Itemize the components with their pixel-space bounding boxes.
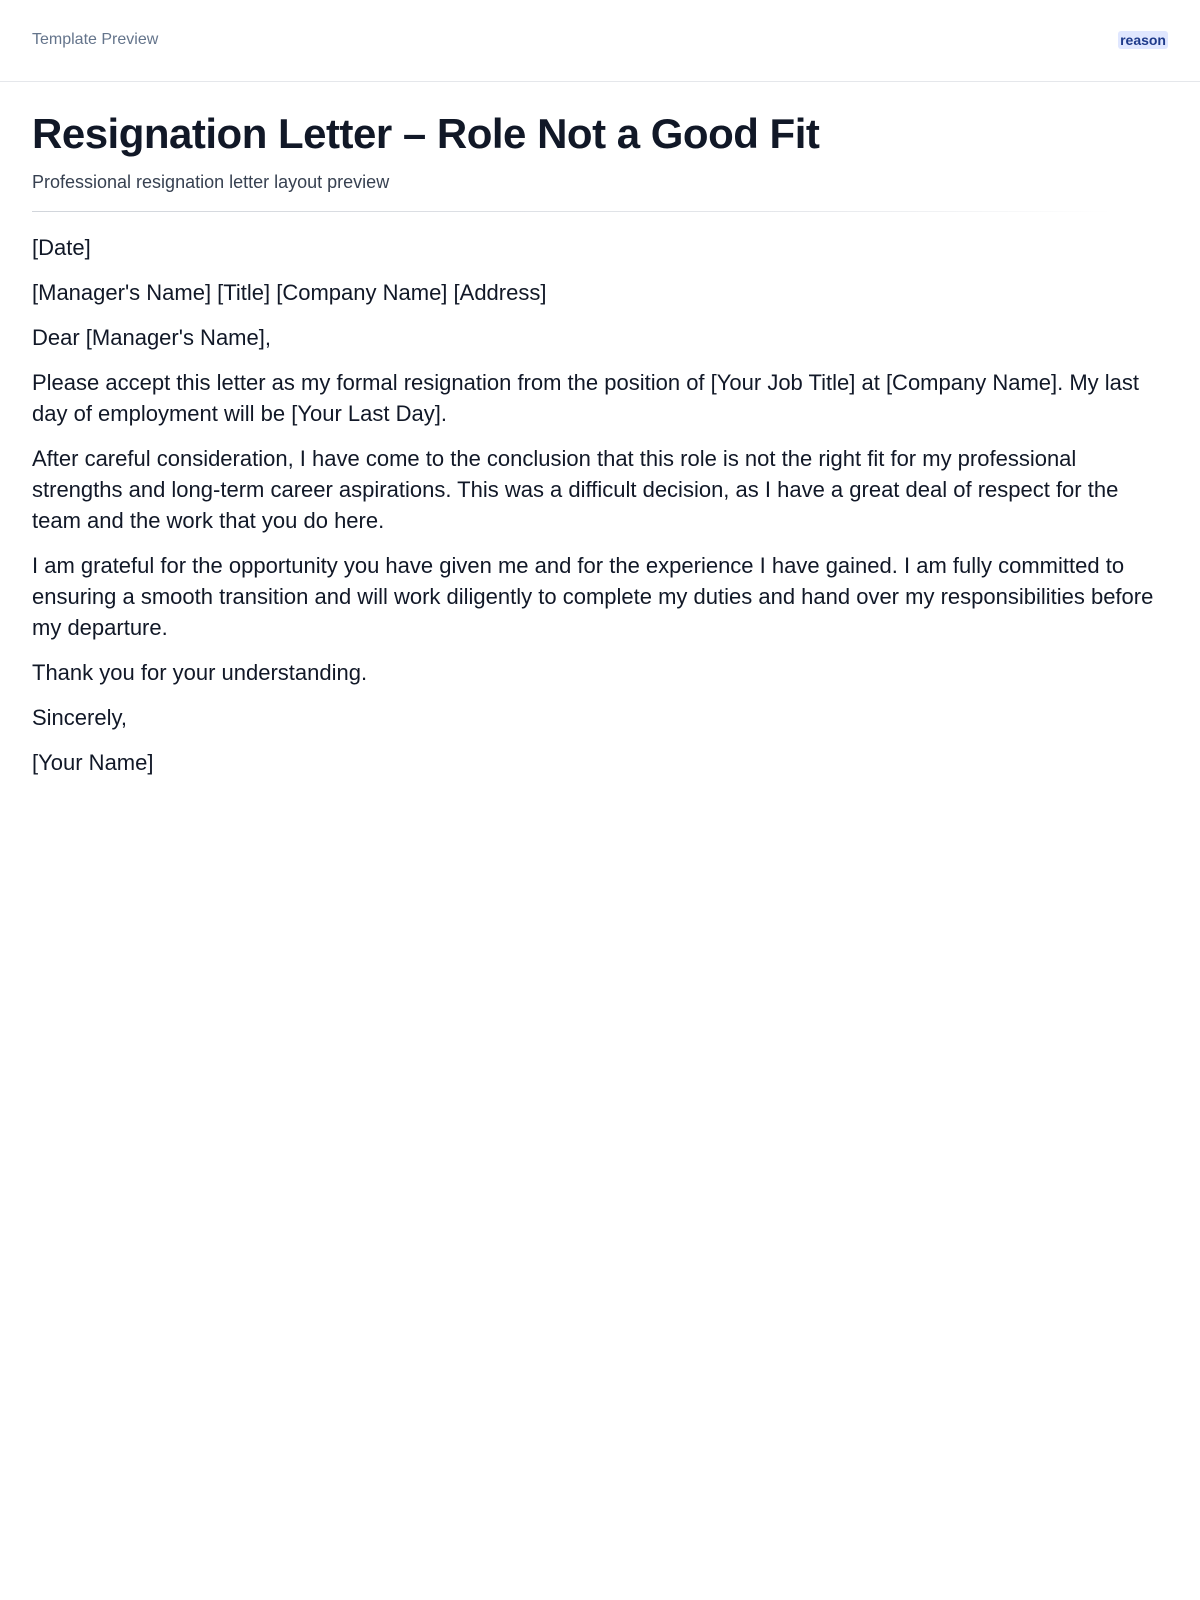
letter-closing-thanks: Thank you for your understanding.	[32, 659, 368, 685]
letter-paragraph-1: Please accept this letter as my formal resignation from the position of [Your Job Title] at [Company Name]. My last day of employment will be [Your Last Day].	[32, 369, 1140, 426]
top-bar	[0, 0, 1200, 82]
reason-tag[interactable]: reason	[1120, 31, 1166, 48]
page-subtitle: Professional resignation letter layout preview	[32, 172, 390, 193]
letter-body	[32, 232, 1168, 778]
document-content	[0, 82, 1200, 778]
page-title: Resignation Letter – Role Not a Good Fit	[32, 110, 820, 157]
letter-recipient: [Manager's Name] [Title] [Company Name] [Address]	[32, 279, 547, 305]
divider	[32, 211, 1112, 212]
letter-salutation: Dear [Manager's Name],	[32, 324, 271, 350]
letter-paragraph-3: I am grateful for the opportunity you have given me and for the experience I have gained. I am fully committed to ensuring a smooth transition and will work diligently to complete my duties and hand over my responsibilities before my departure.	[32, 552, 1154, 640]
letter-signature: [Your Name]	[32, 749, 154, 775]
letter-paragraph-2: After careful consideration, I have come to the conclusion that this role is not the right fit for my professional strengths and long-term career aspirations. This was a difficult decision, as I have a great deal of respect for the team and the work that you do here.	[32, 445, 1119, 533]
letter-sign-off: Sincerely,	[32, 704, 127, 730]
letter-date: [Date]	[32, 234, 91, 260]
template-preview-label: Template Preview	[32, 30, 159, 48]
